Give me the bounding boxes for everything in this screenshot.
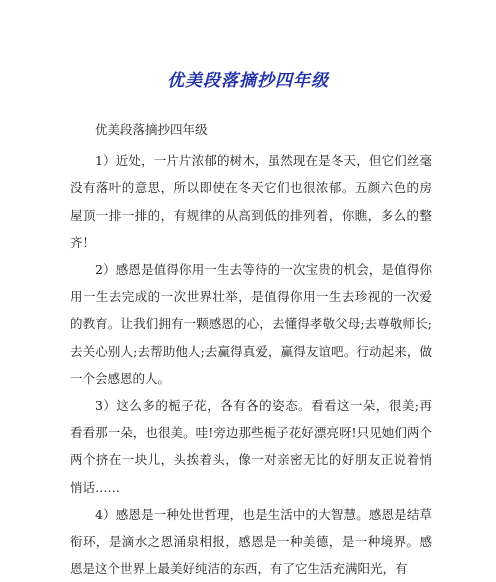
paragraph-2: 2）感恩是值得你用一生去等待的一次宝贵的机会，是值得你用一生去完成的一次世界壮举，是值得你用一生去珍视的一次爱的教育。让我们拥有一颗感恩的心，去懂得孝敬父母;去尊敬师长;去关心别人;去帮助他人;去赢得真爱，赢得友谊吧。行动起来，做一个会感恩的人。: [70, 262, 432, 386]
document-subtitle: 优美段落摘抄四年级: [95, 122, 208, 137]
paragraph-4: 4）感恩是一种处世哲理，也是生活中的大智慧。感恩是结草衔环，是滴水之恩涌泉相报，感恩是一种美德，是一种境界。感恩是这个世界上最美好纯洁的东西，有了它生活充满阳光，有: [70, 506, 432, 577]
paragraph-1: 1）近处，一片片浓郁的树木，虽然现在是冬天，但它们丝毫没有落叶的意思，所以即使在冬天它们也很浓郁。五颜六色的房屋顶一排一排的，有规律的从高到低的排列着，你瞧，多么的整齐！: [70, 153, 432, 250]
document-title: 优美段落摘抄四年级: [167, 71, 329, 91]
document-body: [70, 116, 432, 582]
paragraph-3: 3）这么多的栀子花，各有各的姿态。看看这一朵，很美;再看看那一朵，也很美。哇!旁边那些栀子花好漂亮呀!只见她们两个两个挤在一块儿，头挨着头，像一对亲密无比的好朋友正说着悄悄话……: [70, 398, 432, 495]
